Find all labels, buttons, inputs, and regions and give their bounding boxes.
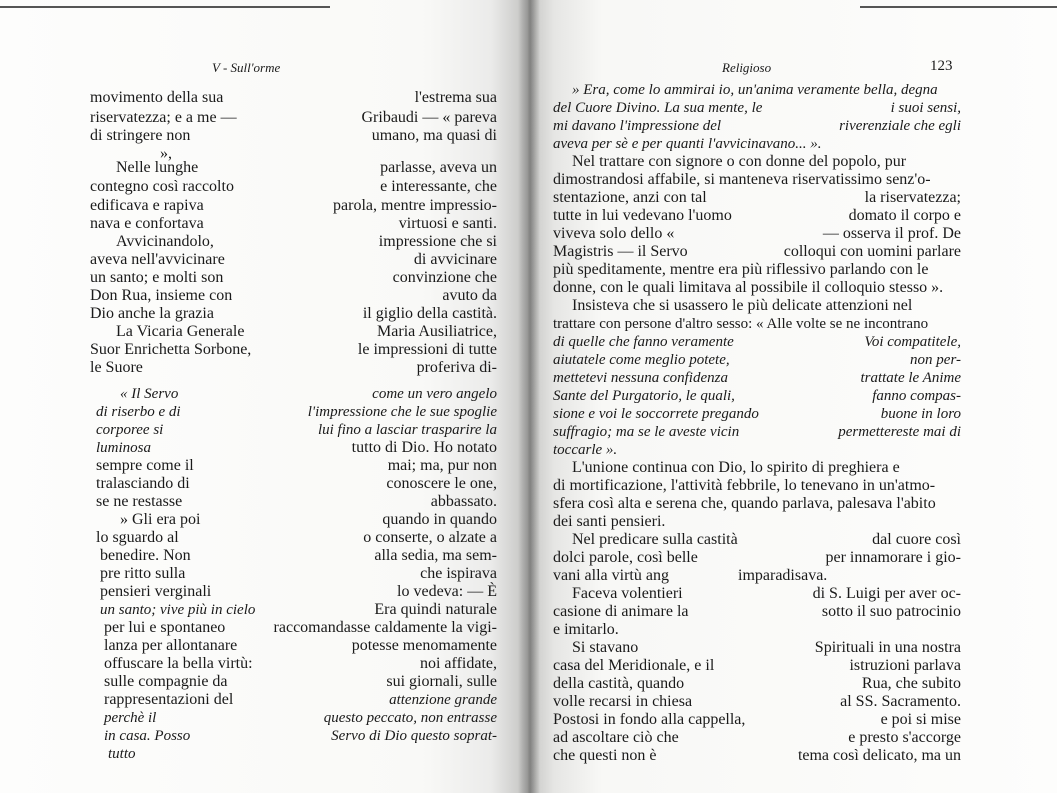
right-text-line: stentazione, anzi con tal xyxy=(553,189,707,206)
left-text-line: potesse menomamente xyxy=(351,637,497,654)
left-text-line: come un vero angelo xyxy=(372,386,497,402)
left-text-line: parlasse, aveva un xyxy=(380,159,497,176)
left-text-line: tralasciando di xyxy=(96,475,190,492)
left-text-line: », xyxy=(160,145,176,162)
left-text-line: tutto di Dio. Ho notato xyxy=(351,439,497,456)
left-text-line: un santo; vive più in cielo xyxy=(100,602,256,618)
right-text-line: suffragio; ma se le aveste vicin xyxy=(553,424,740,440)
right-text-line: di mortificazione, l'attività febbrile, lo tenevano in un'atmo- xyxy=(553,477,936,494)
right-text-line: sfera così alta e serena che, quando parlava, palesava l'abito xyxy=(553,495,936,512)
left-text-line: La Vicaria Generale xyxy=(116,323,245,340)
right-text-line: casione di animare la xyxy=(553,603,689,620)
left-text-line: sulle compagnie da xyxy=(104,673,228,690)
right-text-line: Si stavano xyxy=(572,639,639,656)
left-text-line: avuto da xyxy=(442,287,497,304)
left-text-line: di riserbo e di xyxy=(96,404,181,420)
left-text-line: perchè il xyxy=(104,710,157,726)
left-text-line: attenzione grande xyxy=(389,692,497,708)
left-text-line: » Gli era poi xyxy=(120,511,201,528)
left-text-line: abbassato. xyxy=(430,493,497,510)
left-text-line: sui giornali, sulle xyxy=(386,673,497,690)
right-text-line: fanno compas- xyxy=(872,388,961,404)
right-text-line: di quelle che fanno veramente xyxy=(553,334,734,350)
right-text-line: Nel trattare con signore o con donne del popolo, pur xyxy=(572,153,907,170)
left-text-line: un santo; e molti son xyxy=(90,269,224,286)
right-text-line: domato il corpo e xyxy=(848,207,961,224)
right-text-line: Magistris — il Servo xyxy=(553,243,688,260)
right-text-line: Faceva volentieri xyxy=(572,585,683,602)
right-text-line: colloqui con uomini parlare xyxy=(783,243,961,260)
left-text-line: Servo di Dio questo soprat- xyxy=(331,728,497,744)
right-text-line: imparadisava. xyxy=(738,567,828,584)
right-text-line: Insisteva che si usassero le più delicate attenzioni nel xyxy=(572,297,913,314)
left-text-line: Nelle lunghe xyxy=(116,159,199,176)
left-text-line: virtuosi e santi. xyxy=(398,215,497,232)
left-text-line: quando in quando xyxy=(382,511,497,528)
page-number: 123 xyxy=(930,58,953,74)
right-text-line: Nel predicare sulla castità xyxy=(572,531,738,548)
right-text-line: — osserva il prof. De xyxy=(822,225,961,242)
left-text-line: o conserte, o alzate a xyxy=(363,529,497,546)
right-text-line: istruzioni parlava xyxy=(849,657,961,674)
left-text-line: offuscare la bella virtù: xyxy=(104,655,253,672)
left-text-line: lui fino a lasciar trasparire la xyxy=(317,422,497,438)
left-text-line: le impressioni di tutte xyxy=(357,341,497,358)
right-text-line: per innamorare i gio- xyxy=(825,549,961,566)
left-text-line: lanza per allontanare xyxy=(104,637,238,654)
left-text-line: che ispirava xyxy=(420,565,497,582)
left-text-line: rappresentazioni del xyxy=(104,691,234,708)
left-text-line: umano, ma quasi di xyxy=(371,127,497,144)
right-text-line: aiutatele come meglio potete, xyxy=(553,352,730,368)
right-text-line: dal cuore così xyxy=(872,531,961,548)
right-text-line: la riservatezza; xyxy=(864,189,961,206)
right-text-line: del Cuore Divino. La sua mente, le xyxy=(553,100,763,116)
left-text-line: alla sedia, ma sem- xyxy=(374,547,497,564)
right-text-line: ad ascoltare ciò che xyxy=(553,729,679,746)
right-text-line: trattate le Anime xyxy=(860,370,961,386)
right-text-line: volle recarsi in chiesa xyxy=(553,693,693,710)
right-text-line: vani alla virtù ang xyxy=(553,567,669,584)
left-text-line: movimento della sua xyxy=(90,89,224,106)
left-text-line: nava e confortava xyxy=(90,215,204,232)
left-text-line: Don Rua, insieme con xyxy=(90,287,233,304)
left-text-line: contegno così raccolto xyxy=(90,178,234,195)
right-text-line: Rua, che subito xyxy=(861,675,961,692)
left-text-line: « Il Servo xyxy=(120,386,179,402)
right-text-line: donne, con le quali limitava al possibile il colloquio stesso ». xyxy=(553,279,944,296)
right-text-line: Postosi in fondo alla cappella, xyxy=(553,711,746,728)
left-text-line: l'impressione che le sue spoglie xyxy=(307,404,497,420)
right-text-line: dimostrandosi affabile, si manteneva riservatissimo senz'o- xyxy=(553,171,931,188)
right-text-line: non per- xyxy=(910,352,961,368)
left-text-line: Era quindi naturale xyxy=(374,601,497,618)
right-text-line: e poi si mise xyxy=(880,711,961,728)
left-text-line: le Suore xyxy=(90,359,143,376)
right-text-line: sione e voi le soccorrete pregando xyxy=(553,406,759,422)
right-text-line: trattare con persone d'altro sesso: « Alle volte se ne incontrano xyxy=(553,316,929,332)
right-running-head: Religioso xyxy=(722,60,772,75)
right-text-line: permettereste mai di xyxy=(838,424,961,440)
right-text-line: » Era, come lo ammirai io, un'anima veramente bella, degna xyxy=(572,82,938,98)
left-text-line: noi affidate, xyxy=(419,655,497,672)
left-text-line: e interessante, che xyxy=(380,178,497,195)
left-running-head: V - Sull'orme xyxy=(212,60,281,75)
left-text-line: convinzione che xyxy=(392,269,497,286)
right-text-line: e presto s'accorge xyxy=(848,729,961,746)
right-text-line: dei santi pensieri. xyxy=(553,513,666,530)
left-text-line: riservatezza; e a me — xyxy=(90,109,237,126)
left-text-line: sempre come il xyxy=(96,457,194,474)
left-text-line: raccomandasse caldamente la vigi- xyxy=(273,619,497,636)
left-text-line: parola, mentre impressio- xyxy=(333,197,497,214)
right-text-line: tema così delicato, ma un xyxy=(797,747,961,764)
right-text-line: mi davano l'impressione del xyxy=(553,118,722,134)
right-text-line: più speditamente, mentre era più riflessivo parlando con le xyxy=(553,261,929,278)
right-text-line: e imitarlo. xyxy=(553,621,619,638)
right-text-line: tutte in lui vedevano l'uomo xyxy=(553,207,732,224)
top-rule-right xyxy=(860,6,1057,8)
left-text-line: pensieri verginali xyxy=(100,583,212,600)
right-text-line: Voi compatitele, xyxy=(864,334,961,350)
right-text-line: che questi non è xyxy=(553,747,657,764)
left-text-line: conoscere le one, xyxy=(386,475,497,492)
right-text-line: Spirituali in una nostra xyxy=(814,639,961,656)
right-text-line: mettetevi nessuna confidenza xyxy=(553,370,728,386)
right-text-line: casa del Meridionale, e il xyxy=(553,657,715,674)
right-text-line: Sante del Purgatorio, le quali, xyxy=(553,388,735,404)
left-text-line: tutto xyxy=(108,746,136,762)
left-text-line: di avvicinare xyxy=(413,251,497,268)
right-text-line: della castità, quando xyxy=(553,675,685,692)
left-text-line: lo vedeva: — È xyxy=(397,583,497,600)
left-text-line: di stringere non xyxy=(90,127,191,144)
left-text-line: edificava e rapiva xyxy=(90,197,204,214)
left-text-line: benedire. Non xyxy=(100,547,191,564)
right-text-line: L'unione continua con Dio, lo spirito di preghiera e xyxy=(572,459,900,476)
left-text-line: aveva nell'avvicinare xyxy=(90,251,225,268)
left-text-line: Gribaudi — « pareva xyxy=(361,109,497,126)
left-text-line: per lui e spontaneo xyxy=(104,619,226,636)
left-text-line: corporee si xyxy=(96,422,164,438)
left-text-line: luminosa xyxy=(96,440,152,456)
right-text-line: al SS. Sacramento. xyxy=(840,693,961,710)
left-text-line: proferiva di- xyxy=(416,359,497,376)
right-text-line: buone in loro xyxy=(880,406,961,422)
right-text-line: aveva per sè e per quanti l'avvicinavano... ». xyxy=(553,136,822,152)
right-text-line: toccarle ». xyxy=(553,442,618,458)
left-text-line: se ne restasse xyxy=(96,493,183,510)
left-text-line: questo peccato, non entrasse xyxy=(323,710,497,726)
left-text-line: mai; ma, pur non xyxy=(387,457,497,474)
left-text-line: Maria Ausiliatrice, xyxy=(377,323,497,340)
left-text-line: Avvicinandolo, xyxy=(116,233,214,250)
left-text-line: in casa. Posso xyxy=(104,728,191,744)
right-text-line: sotto il suo patrocinio xyxy=(821,603,961,620)
left-text-line: lo sguardo al xyxy=(96,529,179,546)
left-text-line: il giglio della castità. xyxy=(362,305,497,322)
top-rule-left xyxy=(0,6,330,8)
right-text-line: i suoi sensi, xyxy=(890,100,961,116)
right-text-line: dolci parole, così belle xyxy=(553,549,698,566)
right-text-line: di S. Luigi per aver oc- xyxy=(812,585,961,602)
left-text-line: pre ritto sulla xyxy=(100,565,186,582)
right-text-line: riverenziale che egli xyxy=(839,118,961,134)
right-text-line: viveva solo dello « xyxy=(553,225,675,242)
left-text-line: Dio anche la grazia xyxy=(90,305,214,322)
left-text-line: impressione che si xyxy=(378,233,497,250)
left-text-line: Suor Enrichetta Sorbone, xyxy=(90,341,252,358)
left-text-line: l'estrema sua xyxy=(414,89,497,106)
